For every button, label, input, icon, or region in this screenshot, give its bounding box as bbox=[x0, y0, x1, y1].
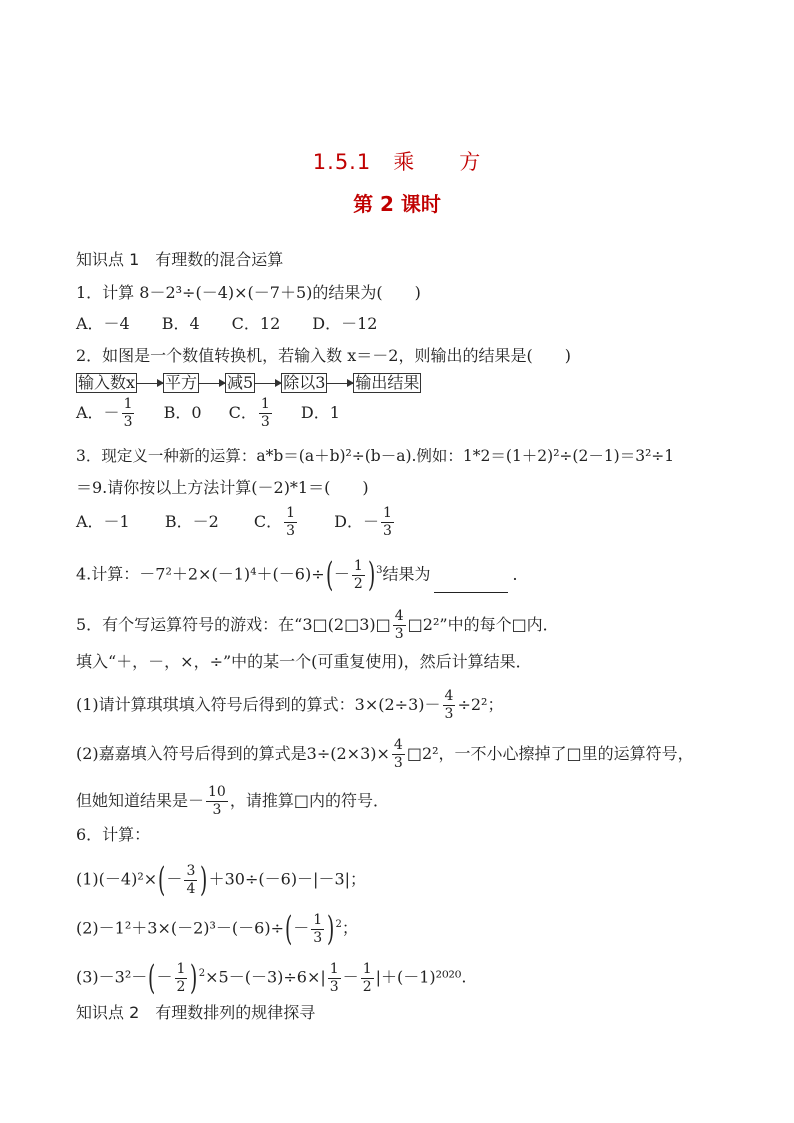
q4-prefix: 4.计算：－7²＋2×(－1)⁴＋(－6)÷ bbox=[76, 564, 325, 584]
fraction: $\frac{1}{2}$ bbox=[353, 557, 363, 592]
page-title: 1.5.1 乘 方 bbox=[312, 150, 482, 174]
flow-box-minus5: 减5 bbox=[227, 373, 254, 392]
q1-stem: 1．计算 8－2³÷(－4)×(－7＋5)的结果为( ) bbox=[76, 283, 421, 302]
q2-option-d: D．1 bbox=[300, 403, 340, 422]
fraction: $\frac{1}{3}$ bbox=[286, 505, 296, 539]
q3-option-b: B．－2 bbox=[164, 512, 219, 531]
fraction: $\frac{4}{3}$ bbox=[444, 688, 454, 722]
fraction: $\frac{1}{3}$ bbox=[123, 396, 133, 430]
fraction: $\frac{1}{2}$ bbox=[362, 960, 372, 995]
flow-arrow bbox=[255, 383, 281, 384]
q2-option-a: A．－ bbox=[76, 403, 120, 422]
q6-part1: (1)(－4)²×(－ $\frac{3}{4}$ )＋30÷(－6)－|－3|； bbox=[76, 860, 367, 900]
section-heading-2: 知识点 2 有理数排列的规律探寻 bbox=[76, 1003, 316, 1022]
q5-part2: (2)嘉嘉填入符号后得到的算式是3÷(2×3)× $\frac{4}{3}$ □2²，一不小心擦掉了□里的运算符号， bbox=[76, 737, 694, 771]
q4-suffix: 结果为 bbox=[382, 564, 431, 584]
flow-box-square: 平方 bbox=[165, 373, 198, 392]
section-heading-1: 知识点 1 有理数的混合运算 bbox=[76, 250, 284, 269]
q5-part2-cont: 但她知道结果是－ $\frac{10}{3}$ ，请推算□内的符号． bbox=[76, 784, 389, 818]
q5-part1: (1)请计算琪琪填入符号后得到的算式：3×(2÷3)－ $\frac{4}{3}$ ÷2²； bbox=[76, 688, 504, 722]
fraction: $\frac{4}{3}$ bbox=[394, 608, 404, 642]
q1-options: A．－4 B．4 C．12 D．－12 bbox=[76, 314, 378, 333]
q2-option-b: B．0 bbox=[163, 403, 202, 422]
q3-option-a: A．－1 bbox=[76, 512, 130, 531]
fraction: $\frac{1}{3}$ bbox=[260, 396, 270, 430]
fraction: $\frac{1}{3}$ bbox=[329, 960, 339, 995]
q3-options bbox=[76, 505, 396, 540]
q2-stem: 2．如图是一个数值转换机，若输入数 x＝－2，则输出的结果是( ) bbox=[76, 346, 571, 365]
q2-flowchart bbox=[76, 373, 421, 393]
q4-line: 4.计算：－7²＋2×(－1)⁴＋(－6)÷(－ $\frac{1}{2}$ )$^3$结果为 ． bbox=[76, 555, 529, 595]
fraction: $\frac{10}{3}$ bbox=[208, 784, 226, 818]
fraction: $\frac{1}{3}$ bbox=[383, 505, 392, 539]
flow-arrow bbox=[327, 383, 353, 384]
q5-line2: 填入“＋，－，×，÷”中的某一个(可重复使用)，然后计算结果． bbox=[76, 652, 532, 671]
flow-box-div3: 除以3 bbox=[283, 373, 326, 392]
q3-option-d: D．－ bbox=[334, 512, 379, 531]
q6-part3: (3)－3²－(－ $\frac{1}{2}$ )$^2$×5－(－3)÷6×| $\frac{1}{3}$ － $\frac{1}{2}$ |＋(－1)²⁰²⁰. bbox=[76, 958, 467, 998]
flow-box-output: 输出结果 bbox=[355, 373, 420, 392]
flow-arrow bbox=[137, 383, 163, 384]
q3-line2: ＝9.请你按以上方法计算(－2)*1＝( ) bbox=[76, 478, 369, 497]
fraction: $\frac{4}{3}$ bbox=[393, 737, 403, 771]
q6-stem: 6．计算： bbox=[76, 825, 151, 844]
flow-box-input: 输入数x bbox=[78, 373, 136, 392]
q4-answer-blank[interactable] bbox=[434, 576, 508, 593]
fraction: $\frac{1}{3}$ bbox=[313, 911, 323, 946]
page-subtitle: 第 2 课时 bbox=[353, 192, 441, 216]
q3-option-c: C． bbox=[253, 512, 283, 531]
q6-part2: (2)－1²＋3×(－2)³－(－6)÷(－ $\frac{1}{3}$ )$^2$； bbox=[76, 909, 358, 949]
q3-line1: 3．现定义一种新的运算：a*b＝(a＋b)²÷(b－a).例如：1*2＝(1＋2)²÷(2－1)＝3²÷1 bbox=[76, 447, 675, 465]
fraction: $\frac{3}{4}$ bbox=[186, 862, 196, 897]
q2-option-c: C． bbox=[228, 403, 257, 422]
fraction: $\frac{1}{2}$ bbox=[176, 960, 186, 995]
flow-arrow bbox=[199, 383, 225, 384]
q2-options bbox=[76, 396, 340, 431]
q5-line1: 5．有个写运算符号的游戏：在“3□(2□3)□ $\frac{4}{3}$ □2²”中的每个□内． bbox=[76, 608, 559, 642]
